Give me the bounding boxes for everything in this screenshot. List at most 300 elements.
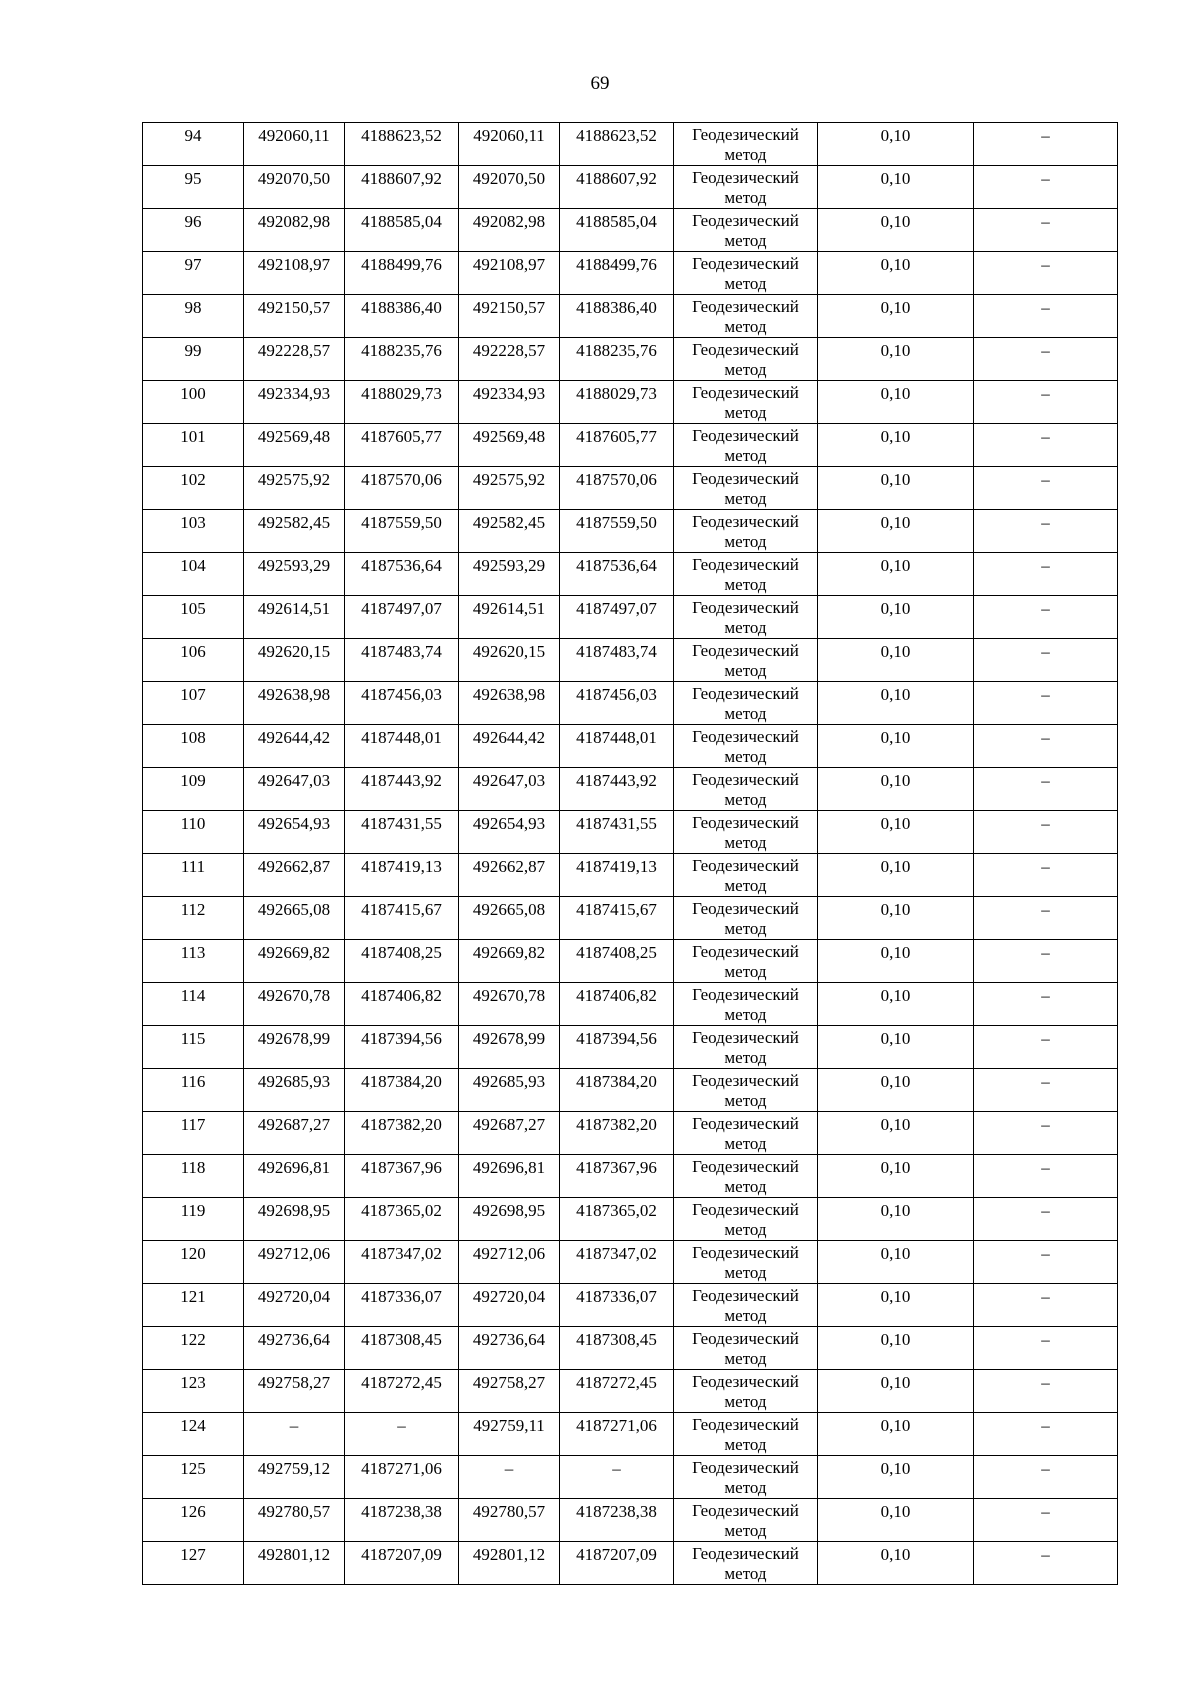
point-number-cell-text: 99: [184, 341, 202, 360]
existing-x-cell: [244, 854, 345, 897]
existing-y-cell: [345, 897, 459, 940]
note-cell-text: –: [1041, 1545, 1050, 1564]
refined-x-cell: [459, 209, 560, 252]
method-cell-text: Геодезический метод: [692, 1286, 799, 1325]
point-number-cell: [143, 897, 244, 940]
method-cell: [674, 1413, 818, 1456]
table-row: [143, 209, 1118, 252]
table-row: [143, 1241, 1118, 1284]
accuracy-cell: [818, 1112, 974, 1155]
existing-y-cell-text: 4187408,25: [361, 943, 442, 962]
existing-x-cell: [244, 725, 345, 768]
refined-x-cell-text: 492720,04: [472, 1287, 546, 1306]
existing-y-cell: [345, 1456, 459, 1499]
note-cell: [974, 725, 1118, 768]
point-number-cell: [143, 1499, 244, 1542]
table-row: [143, 768, 1118, 811]
existing-y-cell: [345, 1112, 459, 1155]
refined-x-cell: [459, 940, 560, 983]
existing-y-cell-text: 4188623,52: [361, 126, 442, 145]
existing-y-cell: [345, 1155, 459, 1198]
refined-y-cell-text: 4188235,76: [576, 341, 657, 360]
point-number-cell: [143, 596, 244, 639]
refined-x-cell-text: 492644,42: [472, 728, 546, 747]
point-number-cell-text: 104: [180, 556, 206, 575]
table-row: [143, 1542, 1118, 1585]
accuracy-cell-text: 0,10: [880, 1545, 911, 1564]
refined-x-cell: [459, 639, 560, 682]
method-cell-text: Геодезический метод: [692, 856, 799, 895]
method-cell: [674, 1456, 818, 1499]
note-cell: [974, 1112, 1118, 1155]
existing-x-cell: [244, 1241, 345, 1284]
method-cell: [674, 1370, 818, 1413]
refined-x-cell: [459, 1456, 560, 1499]
method-cell-text: Геодезический метод: [692, 641, 799, 680]
refined-y-cell: [560, 1069, 674, 1112]
method-cell-text: Геодезический метод: [692, 426, 799, 465]
table-row: [143, 166, 1118, 209]
table-row: [143, 1155, 1118, 1198]
existing-x-cell-text: 492712,06: [257, 1244, 331, 1263]
point-number-cell-text: 127: [180, 1545, 206, 1564]
method-cell: [674, 467, 818, 510]
note-cell-text: –: [1041, 341, 1050, 360]
method-cell: [674, 1327, 818, 1370]
refined-x-cell: [459, 123, 560, 166]
refined-y-cell: [560, 1413, 674, 1456]
existing-x-cell-text: 492687,27: [257, 1115, 331, 1134]
note-cell-text: –: [1041, 1287, 1050, 1306]
refined-x-cell-text: 492638,98: [472, 685, 546, 704]
accuracy-cell: [818, 1198, 974, 1241]
existing-x-cell: [244, 1413, 345, 1456]
note-cell: [974, 295, 1118, 338]
existing-x-cell: [244, 1155, 345, 1198]
existing-y-cell: [345, 854, 459, 897]
refined-y-cell: [560, 768, 674, 811]
accuracy-cell-text: 0,10: [880, 255, 911, 274]
accuracy-cell-text: 0,10: [880, 1158, 911, 1177]
refined-y-cell: [560, 1327, 674, 1370]
existing-x-cell: [244, 467, 345, 510]
refined-y-cell-text: 4188585,04: [576, 212, 657, 231]
refined-x-cell-text: 492108,97: [472, 255, 546, 274]
note-cell-text: –: [1041, 1459, 1050, 1478]
refined-x-cell: [459, 1026, 560, 1069]
refined-y-cell-text: 4187336,07: [576, 1287, 657, 1306]
existing-x-cell-text: 492593,29: [257, 556, 331, 575]
accuracy-cell-text: 0,10: [880, 1330, 911, 1349]
existing-y-cell-text: 4187570,06: [361, 470, 442, 489]
refined-y-cell-text: 4187384,20: [576, 1072, 657, 1091]
method-cell: [674, 252, 818, 295]
refined-y-cell: [560, 725, 674, 768]
refined-x-cell-text: 492665,08: [472, 900, 546, 919]
existing-x-cell: [244, 295, 345, 338]
accuracy-cell: [818, 1542, 974, 1585]
method-cell: [674, 1112, 818, 1155]
note-cell-text: –: [1041, 771, 1050, 790]
point-number-cell: [143, 725, 244, 768]
accuracy-cell: [818, 424, 974, 467]
method-cell-text: Геодезический метод: [692, 1157, 799, 1196]
existing-x-cell-text: 492665,08: [257, 900, 331, 919]
existing-x-cell-text: 492060,11: [258, 126, 330, 145]
point-number-cell: [143, 1069, 244, 1112]
note-cell-text: –: [1041, 857, 1050, 876]
note-cell-text: –: [1041, 1502, 1050, 1521]
point-number-cell-text: 107: [180, 685, 206, 704]
method-cell-text: Геодезический метод: [692, 555, 799, 594]
refined-x-cell: [459, 381, 560, 424]
point-number-cell-text: 116: [180, 1072, 206, 1091]
method-cell-text: Геодезический метод: [692, 211, 799, 250]
accuracy-cell-text: 0,10: [880, 341, 911, 360]
accuracy-cell: [818, 1456, 974, 1499]
table-row: [143, 682, 1118, 725]
refined-x-cell-text: 492687,27: [472, 1115, 546, 1134]
page-number: 69: [590, 73, 610, 94]
refined-x-cell: [459, 424, 560, 467]
existing-x-cell: [244, 1026, 345, 1069]
existing-y-cell: [345, 1542, 459, 1585]
existing-y-cell-text: 4188607,92: [361, 169, 442, 188]
refined-x-cell: [459, 854, 560, 897]
accuracy-cell: [818, 510, 974, 553]
refined-x-cell: [459, 768, 560, 811]
existing-x-cell-text: 492334,93: [257, 384, 331, 403]
accuracy-cell-text: 0,10: [880, 1459, 911, 1478]
point-number-cell: [143, 1026, 244, 1069]
existing-y-cell-text: 4188386,40: [361, 298, 442, 317]
refined-y-cell: [560, 1542, 674, 1585]
accuracy-cell-text: 0,10: [880, 771, 911, 790]
method-cell: [674, 1069, 818, 1112]
existing-x-cell: [244, 381, 345, 424]
existing-y-cell: [345, 166, 459, 209]
refined-y-cell: [560, 854, 674, 897]
method-cell: [674, 682, 818, 725]
table-row: [143, 897, 1118, 940]
accuracy-cell-text: 0,10: [880, 900, 911, 919]
accuracy-cell: [818, 725, 974, 768]
point-number-cell-text: 115: [180, 1029, 206, 1048]
note-cell-text: –: [1041, 1029, 1050, 1048]
refined-x-cell-text: 492569,48: [472, 427, 546, 446]
note-cell: [974, 1456, 1118, 1499]
existing-x-cell-text: 492569,48: [257, 427, 331, 446]
existing-x-cell: [244, 338, 345, 381]
existing-x-cell-text: 492647,03: [257, 771, 331, 790]
accuracy-cell: [818, 1327, 974, 1370]
existing-x-cell-text: 492780,57: [257, 1502, 331, 1521]
accuracy-cell-text: 0,10: [880, 470, 911, 489]
note-cell: [974, 252, 1118, 295]
existing-y-cell-text: 4187365,02: [361, 1201, 442, 1220]
refined-x-cell-text: 492575,92: [472, 470, 546, 489]
point-number-cell: [143, 166, 244, 209]
existing-x-cell-text: 492638,98: [257, 685, 331, 704]
existing-x-cell: [244, 1499, 345, 1542]
refined-y-cell-text: 4187347,02: [576, 1244, 657, 1263]
point-number-cell: [143, 123, 244, 166]
refined-y-cell-text: 4188607,92: [576, 169, 657, 188]
refined-y-cell-text: 4188029,73: [576, 384, 657, 403]
refined-x-cell-text: 492670,78: [472, 986, 546, 1005]
refined-y-cell: [560, 596, 674, 639]
refined-y-cell: [560, 381, 674, 424]
refined-x-cell: [459, 338, 560, 381]
existing-x-cell: [244, 252, 345, 295]
table-row: [143, 252, 1118, 295]
existing-y-cell-text: 4187271,06: [361, 1459, 442, 1478]
existing-x-cell: [244, 123, 345, 166]
accuracy-cell: [818, 252, 974, 295]
table-row: [143, 725, 1118, 768]
existing-y-cell-text: 4188235,76: [361, 341, 442, 360]
existing-x-cell-text: 492758,27: [257, 1373, 331, 1392]
refined-y-cell: [560, 209, 674, 252]
accuracy-cell: [818, 768, 974, 811]
existing-y-cell: [345, 553, 459, 596]
refined-x-cell-text: 492614,51: [472, 599, 546, 618]
accuracy-cell-text: 0,10: [880, 1416, 911, 1435]
accuracy-cell-text: 0,10: [880, 599, 911, 618]
refined-y-cell-text: 4187559,50: [576, 513, 657, 532]
accuracy-cell-text: 0,10: [880, 384, 911, 403]
point-number-cell: [143, 1413, 244, 1456]
existing-y-cell: [345, 510, 459, 553]
note-cell: [974, 209, 1118, 252]
existing-x-cell-text: 492082,98: [257, 212, 331, 231]
existing-y-cell: [345, 940, 459, 983]
table-row: [143, 510, 1118, 553]
refined-y-cell-text: 4188623,52: [576, 126, 657, 145]
refined-y-cell: [560, 510, 674, 553]
point-number-cell-text: 96: [184, 212, 202, 231]
refined-y-cell-text: 4187443,92: [576, 771, 657, 790]
accuracy-cell-text: 0,10: [880, 728, 911, 747]
refined-x-cell-text: 492060,11: [473, 126, 545, 145]
existing-y-cell-text: 4187483,74: [361, 642, 442, 661]
accuracy-cell: [818, 295, 974, 338]
refined-y-cell: [560, 166, 674, 209]
existing-x-cell: [244, 768, 345, 811]
refined-x-cell-text: 492582,45: [472, 513, 546, 532]
existing-y-cell-text: 4188585,04: [361, 212, 442, 231]
note-cell-text: –: [1041, 169, 1050, 188]
point-number-cell: [143, 1284, 244, 1327]
refined-y-cell: [560, 983, 674, 1026]
table-row: [143, 1370, 1118, 1413]
existing-y-cell-text: 4187406,82: [361, 986, 442, 1005]
method-cell-text: Геодезический метод: [692, 383, 799, 422]
refined-y-cell: [560, 639, 674, 682]
refined-x-cell-text: 492780,57: [472, 1502, 546, 1521]
point-number-cell-text: 105: [180, 599, 206, 618]
accuracy-cell-text: 0,10: [880, 169, 911, 188]
table-row: [143, 381, 1118, 424]
method-cell-text: Геодезический метод: [692, 1114, 799, 1153]
accuracy-cell: [818, 1026, 974, 1069]
point-number-cell-text: 120: [180, 1244, 206, 1263]
refined-y-cell-text: 4187382,20: [576, 1115, 657, 1134]
refined-x-cell-text: 492070,50: [472, 169, 546, 188]
note-cell-text: –: [1041, 900, 1050, 919]
accuracy-cell-text: 0,10: [880, 1072, 911, 1091]
existing-y-cell-text: 4187394,56: [361, 1029, 442, 1048]
table-row: [143, 854, 1118, 897]
existing-y-cell-text: 4187207,09: [361, 1545, 442, 1564]
note-cell: [974, 510, 1118, 553]
method-cell-text: Геодезический метод: [692, 598, 799, 637]
note-cell-text: –: [1041, 1201, 1050, 1220]
table-body: [143, 123, 1118, 1585]
method-cell: [674, 983, 818, 1026]
refined-x-cell-text: 492620,15: [472, 642, 546, 661]
refined-y-cell: [560, 897, 674, 940]
existing-y-cell-text: 4187431,55: [361, 814, 442, 833]
method-cell-text: Геодезический метод: [692, 1501, 799, 1540]
note-cell: [974, 424, 1118, 467]
point-number-cell: [143, 1456, 244, 1499]
refined-x-cell-text: 492801,12: [472, 1545, 546, 1564]
refined-y-cell-text: 4187408,25: [576, 943, 657, 962]
table-row: [143, 596, 1118, 639]
accuracy-cell: [818, 166, 974, 209]
existing-y-cell: [345, 811, 459, 854]
point-number-cell-text: 103: [180, 513, 206, 532]
refined-x-cell-text: 492736,64: [472, 1330, 546, 1349]
existing-x-cell-text: 492759,12: [257, 1459, 331, 1478]
accuracy-cell: [818, 1069, 974, 1112]
existing-x-cell-text: 492644,42: [257, 728, 331, 747]
method-cell: [674, 768, 818, 811]
note-cell: [974, 897, 1118, 940]
point-number-cell: [143, 553, 244, 596]
accuracy-cell-text: 0,10: [880, 685, 911, 704]
existing-y-cell-text: 4187336,07: [361, 1287, 442, 1306]
existing-y-cell: [345, 596, 459, 639]
method-cell-text: Геодезический метод: [692, 254, 799, 293]
refined-y-cell-text: 4187605,77: [576, 427, 657, 446]
note-cell-text: –: [1041, 298, 1050, 317]
refined-y-cell-text: 4187536,64: [576, 556, 657, 575]
refined-x-cell: [459, 1327, 560, 1370]
refined-y-cell: [560, 123, 674, 166]
refined-x-cell: [459, 897, 560, 940]
note-cell: [974, 1370, 1118, 1413]
existing-x-cell: [244, 811, 345, 854]
existing-x-cell: [244, 940, 345, 983]
existing-y-cell-text: 4187272,45: [361, 1373, 442, 1392]
point-number-cell: [143, 768, 244, 811]
note-cell-text: –: [1041, 556, 1050, 575]
refined-y-cell-text: 4187448,01: [576, 728, 657, 747]
point-number-cell-text: 122: [180, 1330, 206, 1349]
refined-x-cell: [459, 1241, 560, 1284]
refined-x-cell-text: 492758,27: [472, 1373, 546, 1392]
note-cell-text: –: [1041, 255, 1050, 274]
point-number-cell-text: 95: [184, 169, 202, 188]
note-cell: [974, 940, 1118, 983]
refined-x-cell: [459, 467, 560, 510]
point-number-cell-text: 97: [184, 255, 202, 274]
existing-x-cell-text: 492669,82: [257, 943, 331, 962]
point-number-cell: [143, 510, 244, 553]
note-cell-text: –: [1041, 1244, 1050, 1263]
existing-x-cell: [244, 1370, 345, 1413]
table-row: [143, 1112, 1118, 1155]
accuracy-cell: [818, 381, 974, 424]
existing-x-cell-text: 492670,78: [257, 986, 331, 1005]
note-cell-text: –: [1041, 1158, 1050, 1177]
point-number-cell-text: 109: [180, 771, 206, 790]
table-row: [143, 1456, 1118, 1499]
accuracy-cell-text: 0,10: [880, 556, 911, 575]
point-number-cell: [143, 381, 244, 424]
method-cell: [674, 639, 818, 682]
method-cell: [674, 1026, 818, 1069]
refined-x-cell: [459, 1542, 560, 1585]
point-number-cell: [143, 940, 244, 983]
note-cell-text: –: [1041, 1373, 1050, 1392]
existing-x-cell-text: 492696,81: [257, 1158, 331, 1177]
point-number-cell-text: 98: [184, 298, 202, 317]
existing-y-cell-text: 4188029,73: [361, 384, 442, 403]
point-number-cell: [143, 252, 244, 295]
accuracy-cell: [818, 1370, 974, 1413]
method-cell: [674, 381, 818, 424]
method-cell-text: Геодезический метод: [692, 899, 799, 938]
refined-x-cell: [459, 553, 560, 596]
point-number-cell-text: 101: [180, 427, 206, 446]
existing-x-cell: [244, 1284, 345, 1327]
method-cell: [674, 209, 818, 252]
note-cell: [974, 639, 1118, 682]
note-cell-text: –: [1041, 728, 1050, 747]
refined-y-cell-text: 4187272,45: [576, 1373, 657, 1392]
existing-y-cell: [345, 1026, 459, 1069]
existing-y-cell-text: 4187238,38: [361, 1502, 442, 1521]
accuracy-cell-text: 0,10: [880, 1287, 911, 1306]
refined-y-cell: [560, 1456, 674, 1499]
refined-y-cell-text: 4187570,06: [576, 470, 657, 489]
method-cell: [674, 811, 818, 854]
point-number-cell: [143, 295, 244, 338]
method-cell-text: Геодезический метод: [692, 1544, 799, 1583]
method-cell: [674, 854, 818, 897]
table-row: [143, 338, 1118, 381]
point-number-cell-text: 100: [180, 384, 206, 403]
refined-y-cell: [560, 1026, 674, 1069]
method-cell-text: Геодезический метод: [692, 684, 799, 723]
method-cell-text: Геодезический метод: [692, 813, 799, 852]
refined-y-cell: [560, 295, 674, 338]
method-cell-text: Геодезический метод: [692, 297, 799, 336]
existing-y-cell: [345, 424, 459, 467]
existing-x-cell: [244, 639, 345, 682]
existing-x-cell: [244, 553, 345, 596]
method-cell-text: Геодезический метод: [692, 1243, 799, 1282]
accuracy-cell: [818, 1241, 974, 1284]
point-number-cell: [143, 983, 244, 1026]
point-number-cell-text: 113: [180, 943, 206, 962]
refined-y-cell-text: 4187406,82: [576, 986, 657, 1005]
accuracy-cell-text: 0,10: [880, 1373, 911, 1392]
accuracy-cell: [818, 1284, 974, 1327]
